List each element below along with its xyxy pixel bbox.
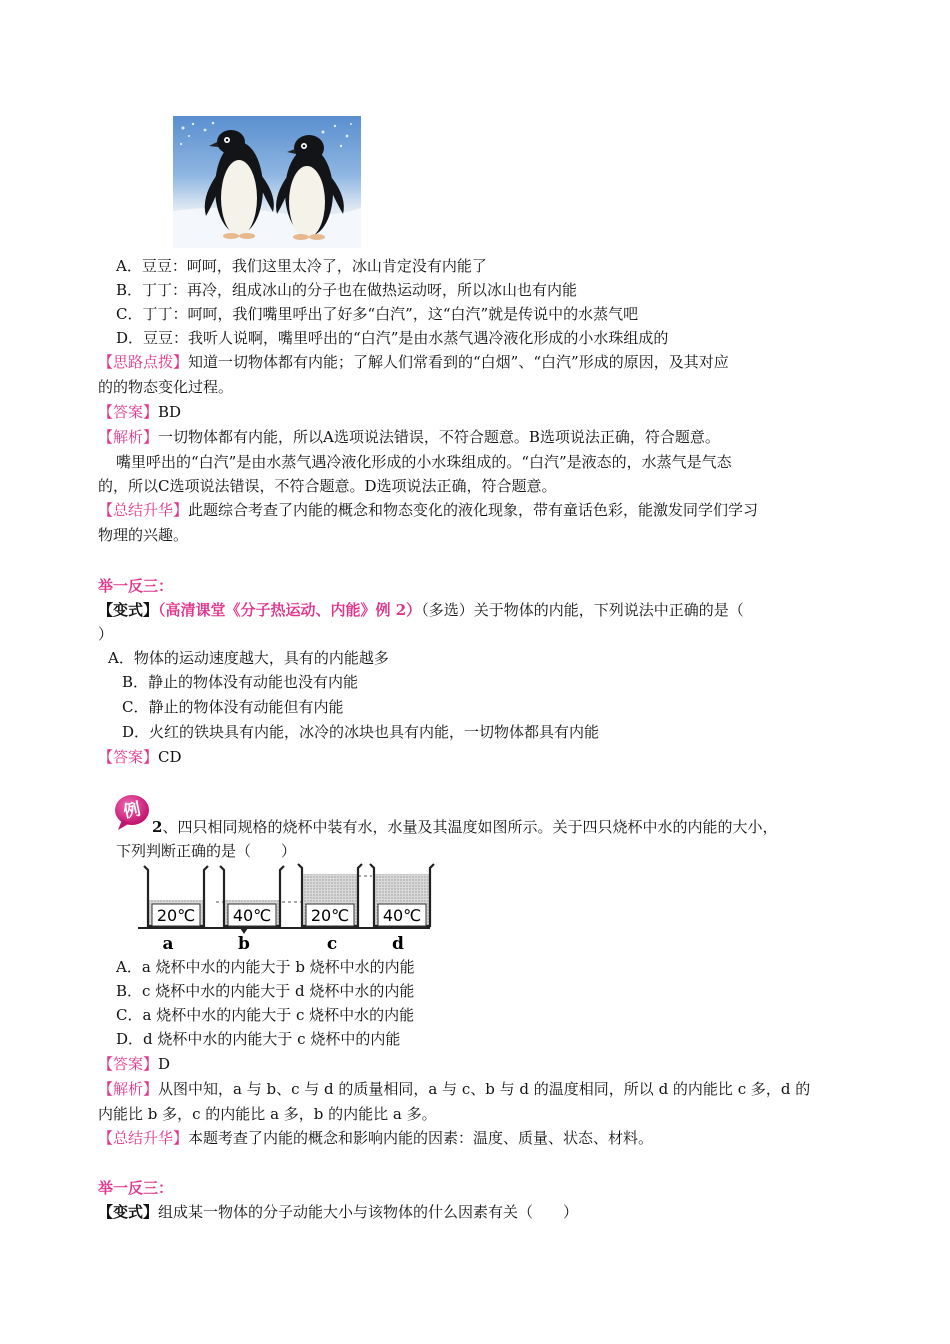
ex1-option-b: B．丁丁：再冷，组成冰山的分子也在做热运动呀，所以冰山也有内能 <box>116 281 578 299</box>
ex2-answer-value: D <box>158 1055 171 1073</box>
variant2-question-text: 组成某一物体的分子动能大小与该物体的什么因素有关（ ） <box>158 1203 579 1221</box>
example-badge-text: 例 <box>121 799 143 823</box>
variant2-question <box>98 1202 578 1222</box>
beaker-a-label: a <box>162 934 174 954</box>
beaker-b-temp: 40℃ <box>232 906 272 925</box>
variant1-heading: 举一反三： <box>98 577 174 595</box>
analysis-text: 一切物体都有内能，所以A选项说法错误，不符合题意。B选项说法正确，符合题意。 <box>158 428 720 446</box>
ex2-option-a: A．a 烧杯中水的内能大于 b 烧杯中水的内能 <box>116 958 415 976</box>
ex1-analysis-line3: 的，所以C选项说法错误，不符合题意。D选项说法正确，符合题意。 <box>98 477 557 495</box>
ex2-summary-text: 本题考查了内能的概念和影响内能的因素：温度、质量、状态、材料。 <box>188 1129 654 1147</box>
ex2-option-d: D．d 烧杯中水的内能大于 c 烧杯中的内能 <box>116 1030 401 1048</box>
hint-tag: 【思路点拨】 <box>98 353 189 371</box>
variant1-option-d: D．火红的铁块具有内能，冰冷的冰块也具有内能，一切物体都具有内能 <box>122 723 600 741</box>
variant1-tag: 【变式】 <box>98 601 159 619</box>
ex2-answer-tag: 【答案】 <box>98 1055 159 1073</box>
ex1-summary-line2: 物理的兴趣。 <box>98 526 189 544</box>
variant1-option-b: B．静止的物体没有动能也没有内能 <box>122 673 359 691</box>
hint-text: 知道一切物体都有内能；了解人们常看到的“白烟”、“白汽”形成的原因，及其对应 <box>188 353 729 371</box>
ex2-analysis-text: 从图中知，a 与 b、c 与 d 的质量相同，a 与 c、b 与 d 的温度相同，所以 d 的内能比 c 多，d 的 <box>158 1080 811 1098</box>
beaker-a-temp: 20℃ <box>156 906 196 925</box>
beaker-b <box>220 866 284 954</box>
ex2-analysis-line1 <box>98 1079 810 1099</box>
variant2-heading: 举一反三： <box>98 1179 174 1197</box>
ex1-summary-line1 <box>98 500 758 520</box>
ex2-analysis-line2: 内能比 b 多，c 的内能比 a 多，b 的内能比 a 多。 <box>98 1105 437 1123</box>
ex1-hint-line1 <box>98 352 729 372</box>
variant1-question-line1 <box>98 600 744 620</box>
beaker-c-label: c <box>326 934 338 954</box>
ex2-question: 、四只相同规格的烧杯中装有水，水量及其温度如图所示。关于四只烧杯中水的内能的大小， <box>162 818 778 836</box>
variant1-answer <box>98 747 182 767</box>
ex1-analysis-line1 <box>98 427 720 447</box>
summary-tag: 【总结升华】 <box>98 501 189 519</box>
penguins-photo <box>173 116 361 248</box>
summary-text: 此题综合考查了内能的概念和物态变化的液化现象，带有童话色彩，能激发同学们学习 <box>188 501 759 519</box>
beaker-d <box>370 864 434 954</box>
ex2-question-line1 <box>152 817 777 837</box>
ex2-option-c: C．a 烧杯中水的内能大于 c 烧杯中水的内能 <box>116 1006 415 1024</box>
ex1-option-c: C．丁丁：呵呵，我们嘴里呼出了好多“白汽”，这“白汽”就是传说中的水蒸气吧 <box>116 305 639 323</box>
variant1-answer-tag: 【答案】 <box>98 748 159 766</box>
beaker-d-temp: 40℃ <box>382 906 422 925</box>
answer-value: BD <box>158 403 182 421</box>
ex2-summary <box>98 1128 653 1148</box>
variant1-answer-value: CD <box>158 748 182 766</box>
ex2-option-b: B．c 烧杯中水的内能大于 d 烧杯中水的内能 <box>116 982 415 1000</box>
beakers-figure <box>136 858 436 954</box>
ex2-summary-tag: 【总结升华】 <box>98 1129 189 1147</box>
beaker-b-label: b <box>238 934 250 954</box>
example-badge-icon <box>112 792 156 832</box>
ex2-question-line2: 下列判断正确的是（ ） <box>116 842 297 860</box>
variant2-tag: 【变式】 <box>98 1203 159 1221</box>
beaker-c <box>298 864 362 954</box>
ex1-option-d: D．豆豆：我听人说啊，嘴里呼出的“白汽”是由水蒸气遇冷液化形成的小水珠组成的 <box>116 329 669 347</box>
answer-tag: 【答案】 <box>98 403 159 421</box>
ex2-answer <box>98 1054 170 1074</box>
ex1-hint-line2: 的的物态变化过程。 <box>98 378 234 396</box>
beaker-a <box>144 866 208 954</box>
analysis-tag: 【解析】 <box>98 428 159 446</box>
variant1-question: （多选）关于物体的内能，下列说法中正确的是（ <box>421 601 744 619</box>
beaker-d-label: d <box>392 934 404 954</box>
ex1-analysis-line2: 嘴里呼出的“白汽”是由水蒸气遇冷液化形成的小水珠组成的。“白汽”是液态的，水蒸气是气态 <box>116 453 732 471</box>
ex1-option-a: A．豆豆：呵呵，我们这里太冷了，冰山肯定没有内能了 <box>116 257 487 275</box>
ex1-answer <box>98 402 181 422</box>
variant1-question-line2: ） <box>98 625 114 643</box>
ex2-number: 2 <box>152 818 163 836</box>
beaker-c-temp: 20℃ <box>310 906 350 925</box>
ex2-analysis-tag: 【解析】 <box>98 1080 159 1098</box>
variant1-option-c: C．静止的物体没有动能但有内能 <box>122 698 344 716</box>
variant1-source: （高清课堂《分子热运动、内能》例 2） <box>158 601 422 619</box>
variant1-option-a: A．物体的运动速度越大，具有的内能越多 <box>108 649 389 667</box>
